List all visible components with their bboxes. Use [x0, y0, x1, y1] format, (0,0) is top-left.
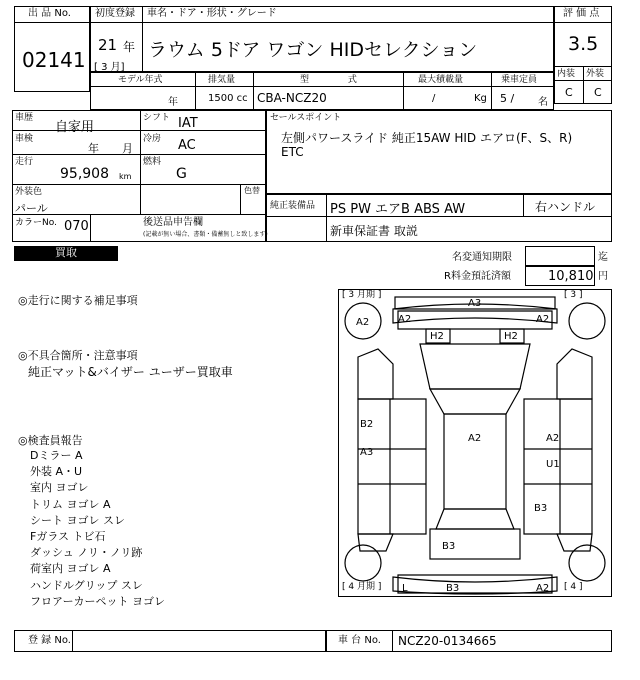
- mark-rear-left: L: [402, 583, 408, 594]
- recycle-amount: 10,810: [548, 269, 594, 284]
- defects-title: ◎不具合箇所・注意事項: [18, 349, 138, 362]
- mark-right-front-door: A2: [546, 433, 560, 444]
- rear-bumper: [393, 577, 557, 594]
- mark-rear-hatch: B3: [442, 541, 456, 552]
- inspector-item: 外装 A・U: [30, 465, 83, 479]
- tire-label-front-left: [ 3 月期 ]: [342, 290, 382, 300]
- recolor-label: 色替: [244, 186, 260, 195]
- mileage: 95,908: [60, 166, 109, 182]
- hood: [420, 344, 530, 389]
- type-value: CBA-NCZ20: [257, 91, 327, 105]
- max-load-unit: Kg: [474, 93, 487, 104]
- name-change-label: 名変通知期限: [452, 252, 512, 263]
- sales-points-line2: ETC: [281, 145, 304, 159]
- exterior-grade: C: [594, 86, 602, 99]
- mark-headlight-left: H2: [430, 331, 444, 342]
- left-front-fender: [358, 349, 393, 399]
- inspector-item: トリム ヨゴレ A: [30, 497, 111, 511]
- mark-rear-center: B3: [446, 583, 460, 594]
- rear-window: [436, 509, 514, 529]
- equipment-label: 純正装備品: [270, 201, 316, 211]
- tire-label-front-right: [ 3 ]: [564, 290, 583, 300]
- history: 自家用: [55, 120, 95, 135]
- exterior-label: 外装: [586, 69, 605, 79]
- displacement-label: 排気量: [208, 75, 236, 85]
- score: 3.5: [568, 33, 599, 55]
- sales-points-label: セールスポイント: [270, 113, 342, 123]
- mark-roof: A2: [468, 433, 482, 444]
- right-front-fender: [557, 349, 592, 399]
- capacity: 5 /: [500, 92, 515, 105]
- max-load-sep: /: [432, 93, 436, 104]
- score-label: 評 価 点: [563, 8, 600, 19]
- tire-label-rear-left: [ 4 月期 ]: [342, 582, 382, 592]
- aftermarket-note: (記載が無い場合、書類・備蓄無しと致します): [143, 231, 268, 238]
- inspector-item: フロアーカーペット ヨゴレ: [30, 594, 165, 608]
- mark-tire-front-left: A2: [356, 317, 370, 328]
- mark-headlight-right: H2: [504, 331, 518, 342]
- interior-grade: C: [565, 86, 573, 99]
- steering: 右ハンドル: [535, 200, 596, 214]
- car-name-label: 車名・ドア・形状・グレード: [147, 8, 277, 19]
- year-unit: 年: [123, 40, 136, 54]
- driving-notes-title: ◎走行に関する補足事項: [18, 294, 138, 307]
- model-year-label: モデル年式: [118, 75, 163, 85]
- inspection-label: 車検: [15, 134, 34, 144]
- left-rear-fender: [358, 534, 393, 551]
- first-reg-month: [ 3 月]: [94, 62, 125, 73]
- color-no: 070: [64, 219, 89, 234]
- inspector-item: Dミラー A: [30, 449, 83, 462]
- defects-text: 純正マット&バイザー ユーザー買取車: [28, 365, 233, 379]
- max-load-label: 最大積載量: [418, 75, 464, 85]
- yen-unit: 円: [598, 271, 608, 282]
- history-label: 車歴: [15, 113, 34, 123]
- fuel-label: 燃料: [143, 157, 162, 167]
- chassis-number: NCZ20-0134665: [398, 634, 497, 648]
- sales-points-line1: 左側パワースライド 純正15AW HID エアロ(F、S、R): [281, 131, 573, 145]
- type-label: 型 式: [300, 75, 375, 85]
- displacement: 1500 cc: [208, 93, 248, 104]
- shift: IAT: [178, 116, 198, 131]
- aftermarket-label: 後送品申告欄: [143, 217, 203, 228]
- ac-label: 冷房: [143, 134, 162, 144]
- shift-label: シフト: [143, 113, 171, 123]
- inspector-list: [30, 448, 165, 610]
- reg-no-label: 登 録 No.: [28, 635, 71, 646]
- chassis-label: 車 台 No.: [338, 635, 381, 646]
- deadline-suffix: 迄: [598, 252, 608, 263]
- first-reg-year: 21: [98, 36, 118, 54]
- inspection-month: 月: [122, 142, 133, 155]
- car-name: ラウム 5ドア ワゴン HIDセレクション: [148, 39, 478, 61]
- tire-label-rear-right: [ 4 ]: [564, 582, 583, 592]
- mark-front-left: A2: [398, 314, 412, 325]
- windshield: [430, 389, 520, 414]
- model-year-unit: 年: [168, 97, 178, 108]
- rear-lower: [398, 575, 552, 593]
- tire-front-right: [569, 303, 605, 339]
- mileage-unit: km: [119, 172, 132, 181]
- color: パール: [15, 202, 48, 215]
- mark-left-front-door: B2: [360, 419, 374, 430]
- mark-right-rear-door: U1: [546, 459, 560, 470]
- inspector-item: ハンドルグリップ スレ: [30, 578, 143, 592]
- warranty: 新車保証書 取説: [330, 224, 418, 238]
- inspection-year: 年: [88, 142, 99, 155]
- equipment: PS PW エアB ABS AW: [330, 202, 466, 217]
- lot-number: 02141: [22, 48, 86, 72]
- right-rear-fender: [557, 534, 592, 551]
- name-change-box: [525, 246, 595, 266]
- purchase-banner: 買取: [14, 246, 118, 261]
- car-diagram: [338, 289, 612, 597]
- first-reg-label: 初度登録: [95, 8, 135, 19]
- mark-right-quarter: B3: [534, 503, 548, 514]
- inspector-item: シート ヨゴレ スレ: [30, 513, 125, 527]
- ac: AC: [178, 138, 196, 153]
- fuel: G: [176, 166, 187, 182]
- mark-front-right: A2: [536, 314, 550, 325]
- mark-left-rear-door: A3: [360, 447, 374, 458]
- mark-rear-right: A2: [536, 583, 550, 594]
- mileage-label: 走行: [15, 157, 34, 167]
- recycle-label: R料金預託済額: [444, 271, 511, 282]
- inspector-item: 荷室内 ヨゴレ A: [30, 562, 111, 576]
- inspector-item: 室内 ヨゴレ: [30, 481, 89, 495]
- roof: [444, 414, 506, 509]
- inspector-title: ◎検査員報告: [18, 434, 83, 447]
- inspector-item: ダッシュ ノリ・ノリ跡: [30, 546, 143, 560]
- lot-label: 出 品 No.: [28, 8, 71, 19]
- interior-label: 内装: [557, 69, 576, 79]
- capacity-label: 乗車定員: [501, 75, 538, 85]
- mark-front-bumper-top: A3: [468, 298, 482, 309]
- capacity-unit: 名: [538, 97, 548, 108]
- color-label: 外装色: [15, 187, 43, 197]
- inspector-item: Fガラス トビ石: [30, 530, 106, 544]
- color-no-label: カラーNo.: [15, 218, 57, 228]
